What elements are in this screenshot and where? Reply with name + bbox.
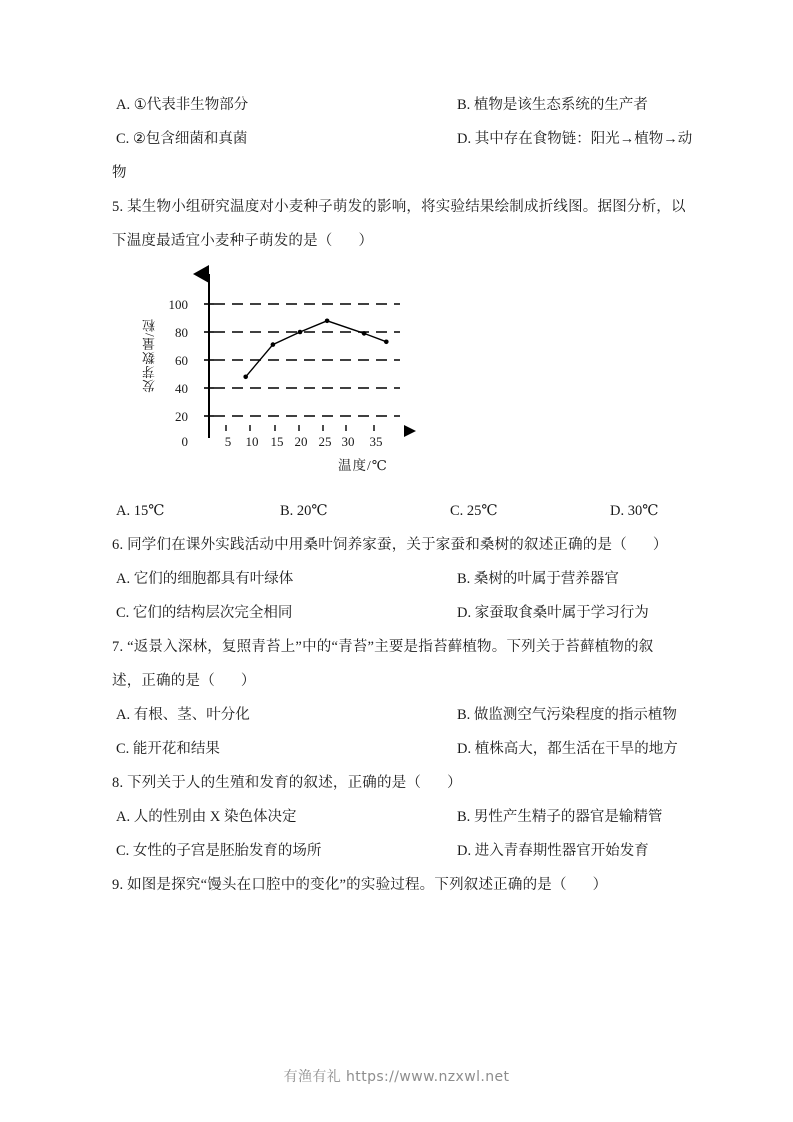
chart-x-tick-10: 10: [245, 434, 259, 449]
question4-option-d: D. 其中存在食物链：阳光→植物→动: [457, 131, 693, 147]
footer-watermark: 有渔有礼 https://www.nzxwl.net: [283, 1069, 510, 1085]
question4-option-a: A. ①代表非生物部分: [116, 97, 249, 113]
question8-stem-text: 8. 下列关于人的生殖和发育的叙述，正确的是（: [112, 775, 422, 791]
chart-y-tick-20: 20: [175, 409, 188, 424]
chart-data-point-5: [384, 340, 389, 345]
question5-stem-line2-close: ）: [358, 233, 374, 249]
question4-option-d-continuation: 物: [112, 165, 127, 181]
question5-stem-line2-text: 下温度最适宜小麦种子萌发的是（: [112, 233, 333, 249]
chart-x-axis-title: 温度/℃: [338, 458, 388, 473]
chart-x-tick-5: 5: [224, 434, 232, 449]
question7-option-a: A. 有根、茎、叶分化: [116, 707, 250, 723]
question5-option-b: B. 20℃: [280, 503, 328, 519]
chart-data-point-4: [362, 331, 367, 336]
question8-stem: [112, 766, 692, 800]
question5-option-c: C. 25℃: [450, 503, 498, 519]
question5-option-d: D. 30℃: [610, 503, 659, 519]
question6-option-a: A. 它们的细胞都具有叶绿体: [116, 571, 294, 587]
question9-stem-close: ）: [592, 877, 608, 893]
chart-data-point-3: [325, 319, 330, 324]
question7-option-c: C. 能开花和结果: [116, 741, 220, 757]
chart-x-tick-25: 25: [318, 434, 332, 449]
question8-option-b: B. 男性产生精子的器官是输精管: [457, 809, 663, 825]
question5-figure: [112, 262, 692, 492]
question6-option-c: C. 它们的结构层次完全相同: [116, 605, 293, 621]
question7-options-row-2: [112, 732, 692, 766]
chart-data-point-2: [298, 330, 303, 335]
question7-stem-line2: [112, 664, 692, 698]
question6-options-row-1: [112, 562, 692, 596]
chart-series-markers: [243, 319, 388, 380]
question8-option-c: C. 女性的子宫是胚胎发育的场所: [116, 843, 322, 859]
chart-x-tick-30: 30: [341, 434, 355, 449]
question7-option-d: D. 植株高大，都生活在干旱的地方: [457, 741, 678, 757]
chart-x-tick-35: 35: [369, 434, 383, 449]
germination-line-chart: [130, 262, 450, 492]
question6-stem-close: ）: [652, 537, 668, 553]
question8-option-a: A. 人的性别由 X 染色体决定: [116, 809, 297, 825]
question7-options-row-1: [112, 698, 692, 732]
question5-stem-line1: 5. 某生物小组研究温度对小麦种子萌发的影响，将实验结果绘制成折线图。据图分析，以: [112, 199, 686, 215]
question9-stem-text: 9. 如图是探究“馒头在口腔中的变化”的实验过程。下列叙述正确的是（: [112, 877, 567, 893]
question4-options-row-2: [112, 122, 692, 156]
question6-option-d: D. 家蚕取食桑叶属于学习行为: [457, 605, 649, 621]
exam-content: [112, 88, 692, 902]
chart-y-axis-title: 发芽数量/粒: [142, 318, 157, 393]
chart-svg: [130, 262, 450, 492]
question4-option-c: C. ②包含细菌和真菌: [116, 131, 248, 147]
chart-series-group: [243, 319, 388, 380]
question7-stem-line1: 7. “返景入深林，复照青苔上”中的“青苔”主要是指苔藓植物。下列关于苔藓植物的叙: [112, 639, 654, 655]
chart-data-point-0: [243, 375, 248, 380]
chart-x-axis-arrow: [404, 425, 416, 437]
chart-y-tick-60: 60: [175, 353, 188, 368]
question5-option-a: A. 15℃: [116, 503, 165, 519]
chart-origin-label: 0: [181, 434, 188, 449]
question8-option-d: D. 进入青春期性器官开始发育: [457, 843, 649, 859]
chart-x-tick-15: 15: [270, 434, 284, 449]
question8-options-row-2: [112, 834, 692, 868]
question4-option-b: B. 植物是该生态系统的生产者: [457, 97, 648, 113]
question5-stem-line2: [112, 224, 692, 258]
question6-stem-text: 6. 同学们在课外实践活动中用桑叶饲养家蚕，关于家蚕和桑树的叙述正确的是（: [112, 537, 627, 553]
chart-data-point-1: [271, 342, 276, 347]
question9-stem: [112, 868, 692, 902]
question6-options-row-2: [112, 596, 692, 630]
question7-option-b: B. 做监测空气污染程度的指示植物: [457, 707, 677, 723]
chart-y-tick-40: 40: [175, 381, 188, 396]
question6-option-b: B. 桑树的叶属于营养器官: [457, 571, 619, 587]
question8-options-row-1: [112, 800, 692, 834]
chart-y-tick-100: 100: [168, 297, 188, 312]
chart-y-tick-80: 80: [175, 325, 188, 340]
question7-stem-line2-text: 述，正确的是（: [112, 673, 215, 689]
question5-options-row: [112, 494, 692, 528]
question4-options-row-1: [112, 88, 692, 122]
chart-x-tick-20: 20: [294, 434, 308, 449]
question6-stem: [112, 528, 692, 562]
question7-stem-line2-close: ）: [240, 673, 256, 689]
chart-series-line: [246, 321, 387, 377]
question8-stem-close: ）: [447, 775, 462, 791]
